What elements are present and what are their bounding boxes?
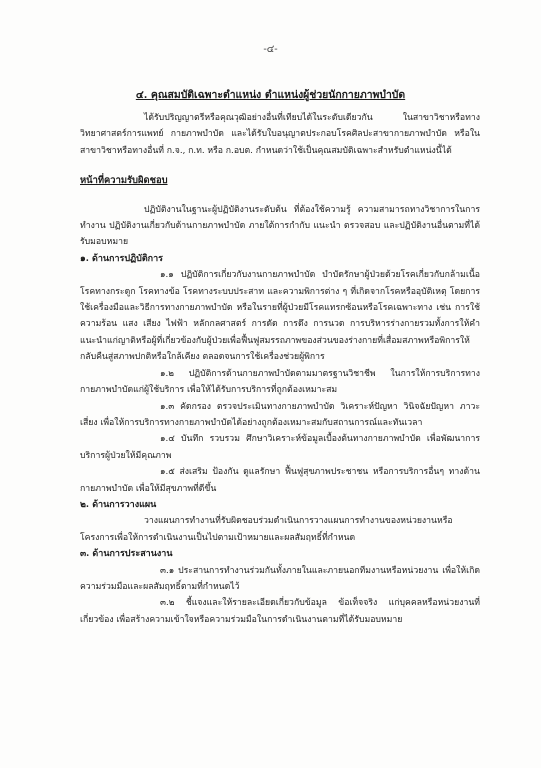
section-item: วางแผนการทำงานที่รับผิดชอบร่วมดำเนินการวางแผนการทำงานของหน่วยงานหรือโครงการเพื่อให้การดำเนินงานเป็นไปตามเป้าหมายและผลสัมฤทธิ์ที่กำหนด bbox=[80, 516, 453, 543]
document-body bbox=[80, 110, 480, 628]
section-operations bbox=[80, 251, 480, 497]
section-item: ๑.๕ ส่งเสริม ป้องกัน ดูแลรักษา ฟื้นฟูสุขภาพประชาชน หรือการบริการอื่นๆ ทางด้านกายภาพบำบัด เพื่อให้มีสุขภาพที่ดีขึ้น bbox=[80, 467, 480, 494]
section-item: ๑.๔ บันทึก รวบรวม ศึกษาวิเคราะห์ข้อมูลเบื้องต้นทางกายภาพบำบัด เพื่อพัฒนาการบริการผู้ป่วยให้มีคุณภาพ bbox=[80, 434, 480, 461]
page-number: -๔- bbox=[263, 44, 278, 55]
section-item: ๓.๑ ประสานการทำงานร่วมกันทั้งภายในและภายนอกทีมงานหรือหน่วยงาน เพื่อให้เกิดความร่วมมือและผลสัมฤทธิ์ตามที่กำหนดไว้ bbox=[80, 565, 480, 592]
section-heading: ๓. ด้านการประสานงาน bbox=[80, 549, 173, 560]
section-coordination bbox=[80, 546, 480, 628]
section-heading: ๒. ด้านการวางแผน bbox=[80, 499, 157, 510]
section-heading: ๑. ด้านการปฏิบัติการ bbox=[80, 253, 164, 264]
duties-heading: หน้าที่ความรับผิดชอบ bbox=[80, 175, 168, 187]
section-item: ๑.๒ ปฏิบัติการด้านกายภาพบำบัดตามมาตรฐานวิชาชีพ ในการให้การบริการทางกายภาพบำบัดแก่ผู้ใช้บริการ เพื่อให้ได้รับการบริการที่ถูกต้องเหมาะสม bbox=[80, 368, 480, 396]
section-item: ๑.๑ ปฏิบัติการเกี่ยวกับงานกายภาพบำบัด บำบัดรักษาผู้ป่วยด้วยโรคเกี่ยวกับกล้ามเนื้อ โรคทางกระดูก โรคทางข้อ โรคทางระบบประสาท และความพิการต่าง ๆ ที่เกิดจากโรคหรืออุบัติเหตุ โดยการใช้เครื่องมือและวิธีการทางกายภาพบำบัด หรือในรายที่ผู้ป่วยมีโรคแทรกซ้อนหรือโรคเฉพาะทาง เช่น การใช้ความร้อน แสง เสียง ไฟฟ้า หลักกลศาสตร์ การดัด การดึง การนวด การบริหารร่างกายรวมทั้งการให้คำแนะนำแก่ญาติหรือผู้ที่เกี่ยวข้องกับผู้ป่วยเพื่อฟื้นฟูสมรรถภาพของส่วนของร่างกายที่เสื่อมสภาพหรือพิการให้กลับคืนสู่สภาพปกติหรือใกล้เคียง ตลอดจนการใช้เครื่องช่วยผู้พิการ bbox=[80, 270, 480, 363]
section-item: ๓.๒ ชี้แจงและให้รายละเอียดเกี่ยวกับข้อมูล ข้อเท็จจริง แก่บุคคลหรือหน่วยงานที่เกี่ยวข้อง เพื่อสร้างความเข้าใจหรือความร่วมมือในการดำเนินงานตามที่ได้รับมอบหมาย bbox=[80, 598, 480, 625]
page-title: ๔. คุณสมบัติเฉพาะตำแหน่ง ตำแหน่งผู้ช่วยนักกายภาพบำบัด bbox=[135, 89, 406, 101]
qualification-paragraph: ได้รับปริญญาตรีหรือคุณวุฒิอย่างอื่นที่เทียบได้ในระดับเดียวกัน ในสาขาวิชาหรือทางวิทยาศาสตร์การแพทย์ กายภาพบำบัด และได้รับใบอนุญาตประกอบโรคศิลปะสาขากายภาพบำบัด หรือในสาขาวิชาหรือทางอื่นที่ ก.จ., ก.ท. หรือ ก.อบต. กำหนดว่าใช้เป็นคุณสมบัติเฉพาะสำหรับตำแหน่งนี้ได้ bbox=[80, 113, 480, 156]
duties-intro-paragraph: ปฏิบัติงานในฐานะผู้ปฏิบัติงานระดับต้น ที่ต้องใช้ความรู้ ความสามารถทางวิชาการในการทำงาน ปฏิบัติงานเกี่ยวกับด้านกายภาพบำบัด ภายใต้การกำกับ แนะนำ ตรวจสอบ และปฏิบัติงานอื่นตามที่ได้รับมอบหมาย bbox=[80, 204, 480, 248]
section-item: ๑.๓ คัดกรอง ตรวจประเมินทางกายภาพบำบัด วิเคราะห์ปัญหา วินิจฉัยปัญหา ภาวะเสี่ยง เพื่อให้การบริการทางกายภาพบำบัดได้อย่างถูกต้องเหมาะสมกับสถานการณ์และทันเวลา bbox=[80, 401, 480, 428]
section-planning bbox=[80, 497, 480, 546]
